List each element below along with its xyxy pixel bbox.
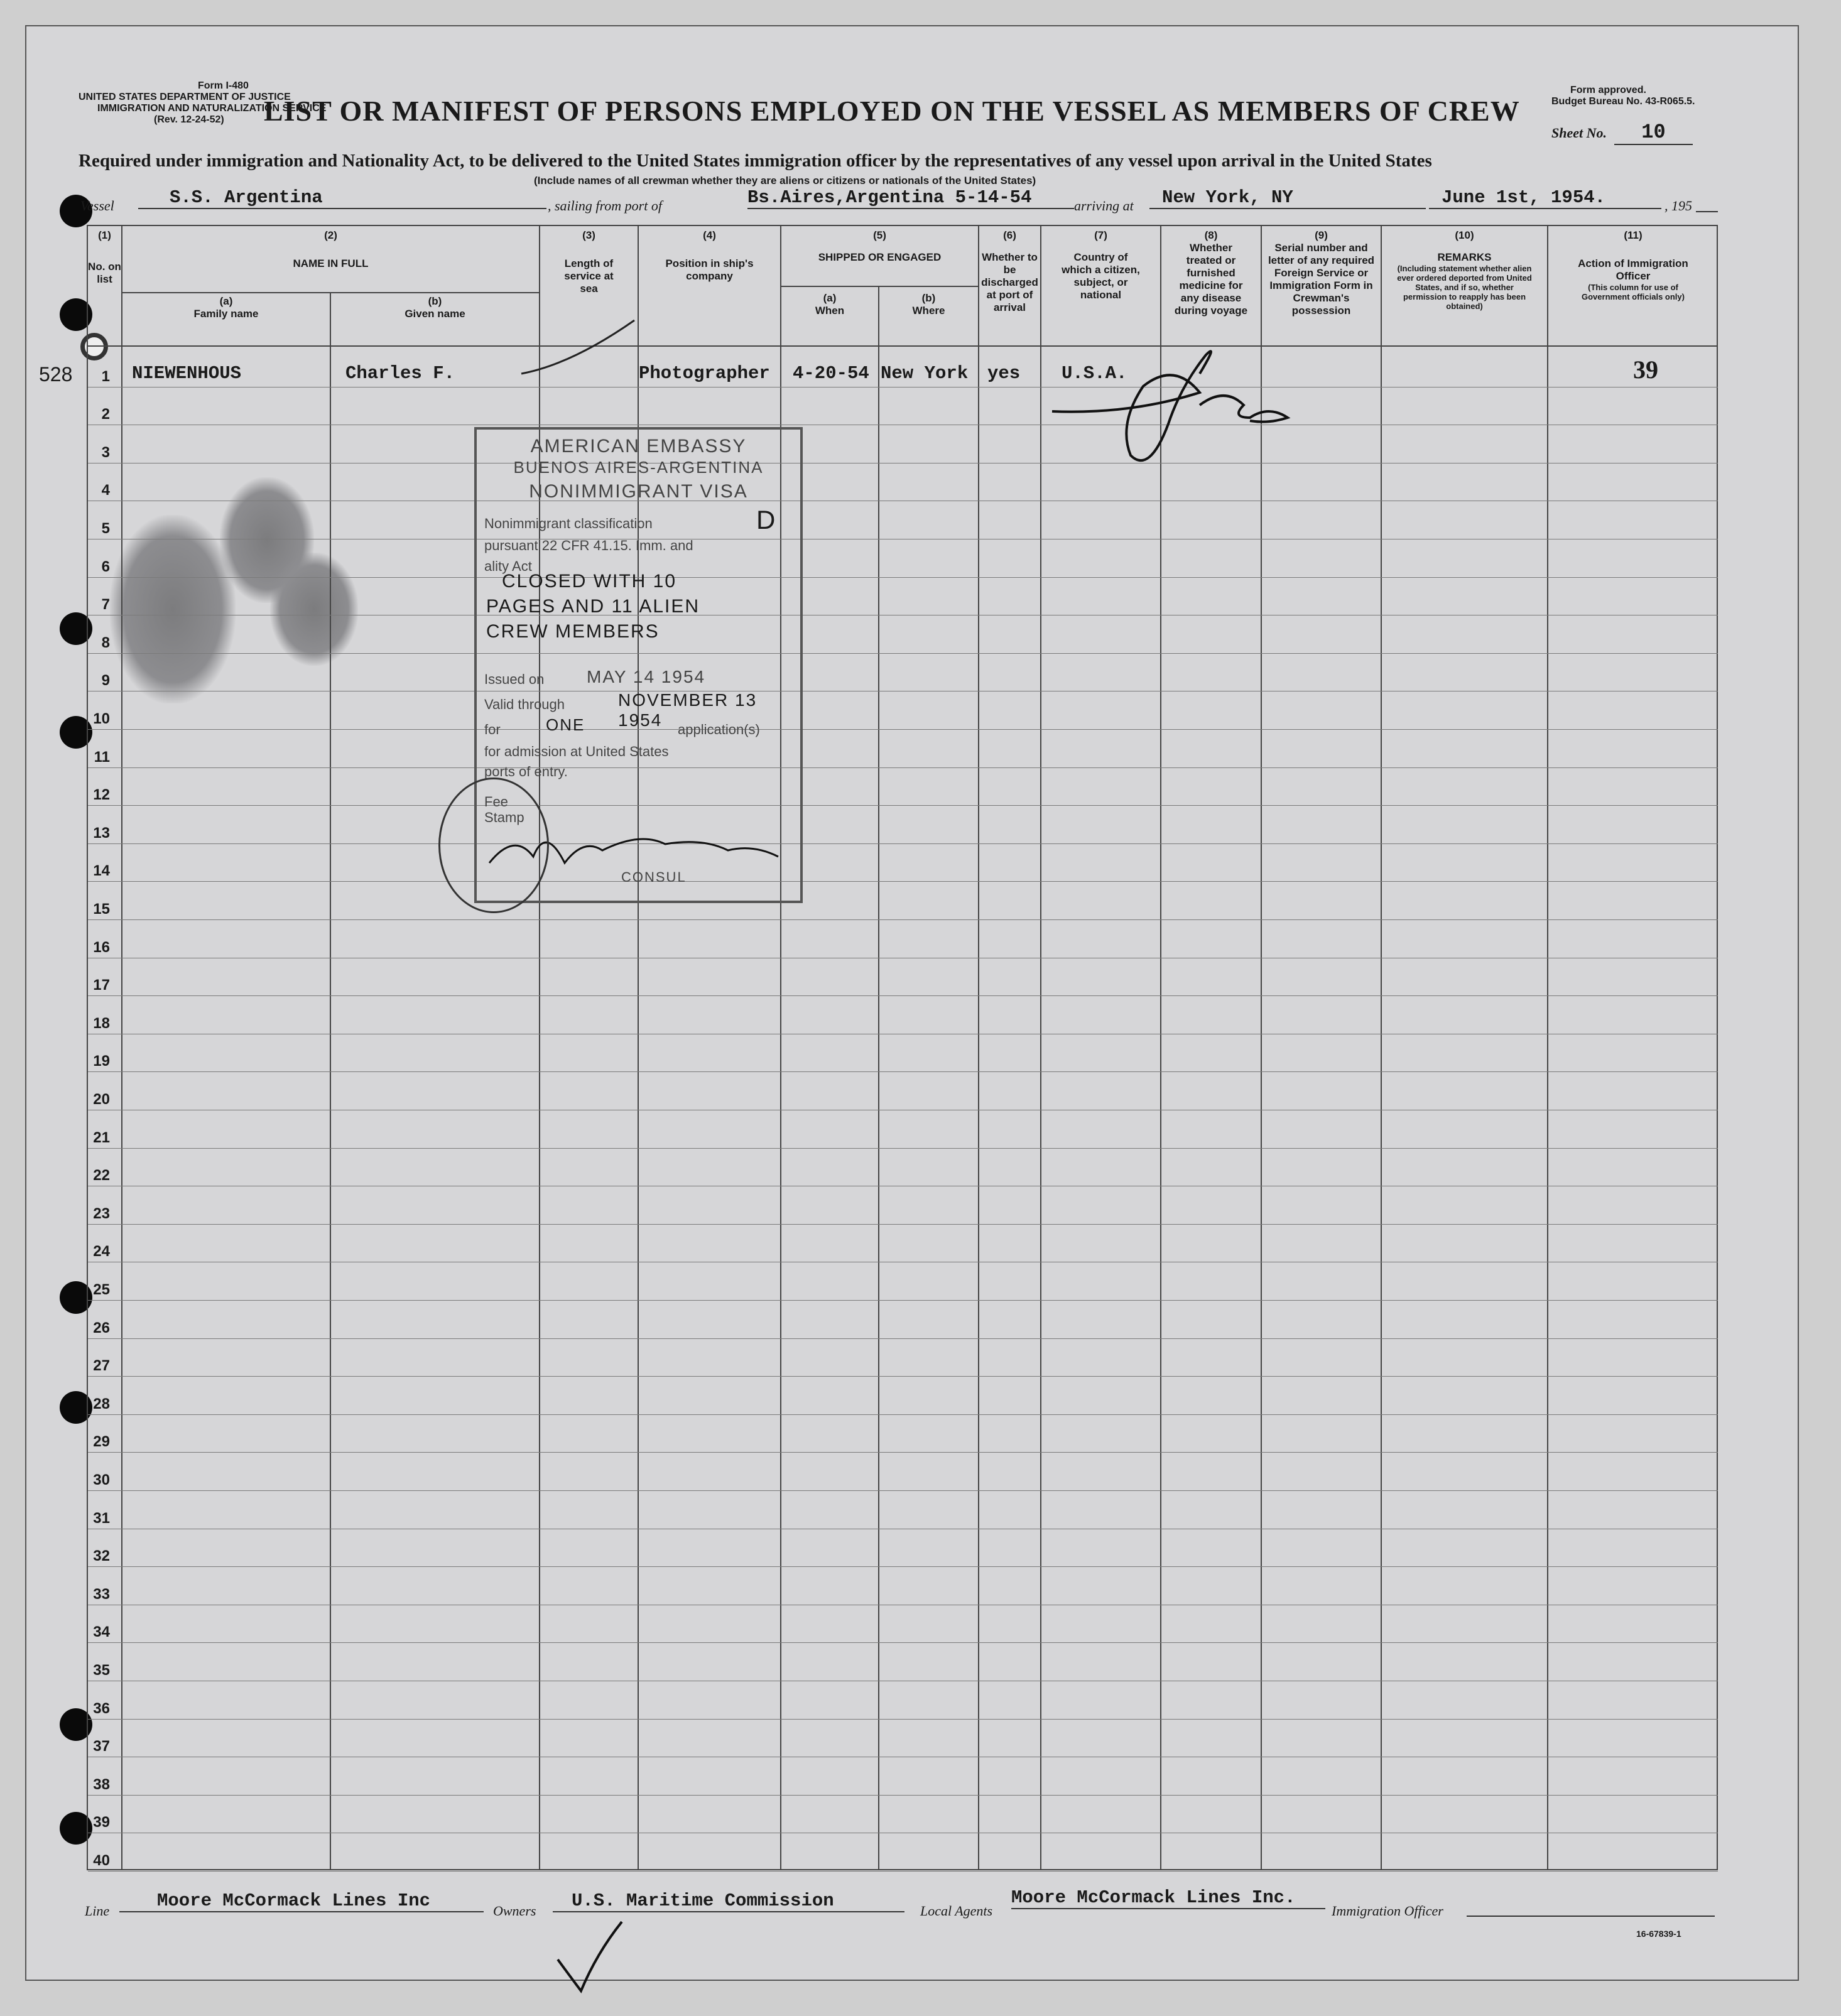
page-subtitle: Required under immigration and Nationality Act, to be delivered to the United States immigration officer by the representatives of any vessel upon arrival in the United States xyxy=(79,151,1432,171)
col6-header xyxy=(979,229,1040,314)
col2b-label: Given name xyxy=(405,308,465,320)
col3-num: (3) xyxy=(582,229,595,241)
stamp-line6: ality Act xyxy=(484,558,532,574)
row-rule xyxy=(88,1300,1718,1301)
col-divider xyxy=(121,225,122,1870)
entry-when: 4-20-54 xyxy=(793,363,869,384)
row-number: 9 xyxy=(101,672,110,689)
row-number: 33 xyxy=(93,1586,110,1603)
crew-table xyxy=(87,225,1718,1870)
vessel-label: Vessel xyxy=(80,198,114,214)
row-rule xyxy=(88,1490,1718,1491)
row-number: 22 xyxy=(93,1167,110,1184)
row-rule xyxy=(88,1414,1718,1415)
footer-owners: U.S. Maritime Commission xyxy=(553,1890,904,1912)
length-dash-stroke xyxy=(515,314,641,383)
vessel-name: S.S. Argentina xyxy=(138,187,546,209)
row-rule xyxy=(88,1338,1718,1339)
form-id-line2: UNITED STATES DEPARTMENT OF JUSTICE xyxy=(79,92,291,102)
col3-label: Length of service at sea xyxy=(564,257,614,295)
footer-officer-line xyxy=(1467,1890,1715,1917)
row-number: 28 xyxy=(93,1395,110,1412)
col10-header xyxy=(1382,229,1547,311)
stamp-valid-label: Valid through xyxy=(484,696,565,712)
row-number: 13 xyxy=(93,825,110,842)
stamp-admission1: for admission at United States xyxy=(484,744,669,759)
row-rule xyxy=(88,881,1718,882)
row-number: 12 xyxy=(93,786,110,803)
row-number: 35 xyxy=(93,1662,110,1679)
row-number: 14 xyxy=(93,862,110,879)
col1-num: (1) xyxy=(98,229,111,241)
year-line xyxy=(1696,187,1718,212)
approval-line1: Form approved. xyxy=(1570,85,1646,95)
stamp-line1: AMERICAN EMBASSY xyxy=(530,436,747,457)
header-bottom-rule xyxy=(87,345,1718,347)
footer-checkmark xyxy=(553,1916,628,1997)
stamp-issued-label: Issued on xyxy=(484,671,545,687)
row-number: 32 xyxy=(93,1547,110,1564)
entry-officer-number: 39 xyxy=(1633,355,1658,384)
row-number: 15 xyxy=(93,901,110,918)
row-number: 19 xyxy=(93,1053,110,1070)
row-rule xyxy=(88,1795,1718,1796)
row-number: 39 xyxy=(93,1814,110,1831)
row-number: 24 xyxy=(93,1243,110,1260)
col1-header xyxy=(88,229,121,286)
stamp-issued-date: MAY 14 1954 xyxy=(587,667,706,686)
stamp-line2: BUENOS AIRES-ARGENTINA xyxy=(513,458,764,477)
col2a-label: Family name xyxy=(193,308,259,320)
col5a-label: When xyxy=(815,305,845,317)
row-rule xyxy=(88,729,1718,730)
col9-header xyxy=(1262,229,1381,317)
row-number: 4 xyxy=(101,482,110,499)
row-number: 27 xyxy=(93,1357,110,1374)
stamp-admission2: ports of entry. xyxy=(484,764,568,779)
col2-header xyxy=(122,229,539,270)
footer-code: 16-67839-1 xyxy=(1636,1929,1681,1939)
row-rule xyxy=(88,577,1718,578)
col8-header xyxy=(1161,229,1261,317)
row-number: 37 xyxy=(93,1738,110,1755)
row-rule xyxy=(88,843,1718,844)
col8-label: Whether treated or furnished medicine for any disease during voyage xyxy=(1174,242,1248,317)
col2-num: (2) xyxy=(324,229,337,241)
row-rule xyxy=(88,1452,1718,1453)
col5b-num: (b) xyxy=(921,292,936,304)
col2b-num: (b) xyxy=(428,295,442,307)
col-divider xyxy=(978,225,979,1870)
stamp-valid-date: NOVEMBER 13 1954 xyxy=(618,690,758,730)
row-number: 10 xyxy=(93,710,110,727)
col9-num: (9) xyxy=(1315,229,1328,241)
form-id-line1: Form I-480 xyxy=(198,80,249,91)
col5-num: (5) xyxy=(873,229,886,241)
col7-header xyxy=(1041,229,1160,301)
row-number: 17 xyxy=(93,977,110,994)
entry-given-name: Charles F. xyxy=(345,363,455,384)
col6-num: (6) xyxy=(1003,229,1016,241)
col1-label: No. on list xyxy=(88,261,121,285)
entry-family-name: NIEWENHOUS xyxy=(132,363,242,384)
row-rule xyxy=(88,1642,1718,1643)
col2a-header xyxy=(122,295,330,320)
col11-num: (11) xyxy=(1624,229,1643,241)
signature-scrawl xyxy=(1043,336,1294,480)
row-number: 1 xyxy=(101,368,110,385)
approval-line2: Budget Bureau No. 43-R065.5. xyxy=(1551,96,1695,107)
sailing-label: , sailing from port of xyxy=(548,198,662,214)
year-suffix: , 195 xyxy=(1665,198,1692,214)
col4-num: (4) xyxy=(703,229,716,241)
footer-line: Moore McCormack Lines Inc xyxy=(119,1890,484,1912)
margin-number: 528 xyxy=(39,363,73,386)
row-number: 38 xyxy=(93,1776,110,1793)
row-number: 2 xyxy=(101,406,110,423)
col10-num: (10) xyxy=(1455,229,1474,241)
entry-discharged: yes xyxy=(987,363,1021,384)
stamp-fee: Fee xyxy=(484,794,508,810)
stamp-fee-stamp: Stamp xyxy=(484,810,524,825)
row-number: 26 xyxy=(93,1320,110,1336)
col5b-header xyxy=(879,292,978,317)
col-divider xyxy=(330,292,331,1870)
col4-header xyxy=(639,229,780,283)
form-id-line3: IMMIGRATION AND NATURALIZATION SERVICE xyxy=(97,103,327,114)
row-rule xyxy=(88,1719,1718,1720)
shipped-subheader-rule xyxy=(780,286,978,287)
row-number: 23 xyxy=(93,1205,110,1222)
footer-line-label: Line xyxy=(85,1903,110,1919)
col7-num: (7) xyxy=(1094,229,1107,241)
row-number: 21 xyxy=(93,1129,110,1146)
col9-label: Serial number and letter of any required Foreign Service or Immigration Form in Crewman's possession xyxy=(1268,242,1375,317)
row-number: 25 xyxy=(93,1281,110,1298)
footer-agents: Moore McCormack Lines Inc. xyxy=(1011,1887,1325,1909)
page-subnote: (Include names of all crewman whether they are aliens or citizens or nationals of the United States) xyxy=(534,175,1036,187)
stamp-line4-hand: D xyxy=(756,505,777,534)
name-subheader-rule xyxy=(121,292,539,293)
row-rule xyxy=(88,1871,1718,1872)
col10-note: (Including statement whether alien ever ordered deported from United States, and if so, whether permission to reapply has been obtained) xyxy=(1397,264,1532,311)
col11-header xyxy=(1548,229,1718,301)
row-number: 3 xyxy=(101,444,110,461)
row-number: 8 xyxy=(101,634,110,651)
row-number: 36 xyxy=(93,1700,110,1717)
row-rule xyxy=(88,653,1718,654)
row-number: 16 xyxy=(93,939,110,956)
row-number: 5 xyxy=(101,520,110,537)
col6-label: Whether to be discharged at port of arrival xyxy=(981,251,1038,313)
entry-where: New York xyxy=(881,363,969,384)
row-number: 6 xyxy=(101,558,110,575)
entry-position: Photographer xyxy=(639,363,770,384)
col11-note: (This column for use of Government officials only) xyxy=(1582,283,1685,301)
row-number: 18 xyxy=(93,1015,110,1032)
stamp-hand-line2: PAGES AND 11 ALIEN xyxy=(486,596,700,617)
col5a-num: (a) xyxy=(823,292,837,304)
stamp-line3: NONIMMIGRANT VISA xyxy=(529,481,748,502)
col5b-label: Where xyxy=(912,305,945,317)
col4-label: Position in ship's company xyxy=(665,257,754,282)
footer-owners-label: Owners xyxy=(493,1903,536,1919)
row-rule xyxy=(88,919,1718,920)
col-divider xyxy=(1547,225,1548,1870)
sheet-label: Sheet No. xyxy=(1551,125,1607,141)
col2-label: NAME IN FULL xyxy=(293,257,369,269)
stamp-hand-line3: CREW MEMBERS xyxy=(486,621,660,642)
row-number: 31 xyxy=(93,1510,110,1527)
sheet-number: 10 xyxy=(1614,121,1693,145)
row-number: 7 xyxy=(101,596,110,613)
page-title: LIST OR MANIFEST OF PERSONS EMPLOYED ON THE VESSEL AS MEMBERS OF CREW xyxy=(264,95,1520,127)
stamp-consul: CONSUL xyxy=(621,869,687,885)
col5a-header xyxy=(781,292,878,317)
footer-agents-label: Local Agents xyxy=(920,1903,993,1919)
form-id-line4: (Rev. 12-24-52) xyxy=(154,114,224,125)
row-number: 20 xyxy=(93,1091,110,1108)
stamp-hand-line1: CLOSED WITH 10 xyxy=(502,571,677,592)
stamp-for-value: ONE xyxy=(546,715,585,734)
row-rule xyxy=(88,1071,1718,1072)
col5-header xyxy=(781,229,978,264)
col8-num: (8) xyxy=(1204,229,1218,241)
row-number: 11 xyxy=(94,749,110,766)
col11-label: Action of Immigration Officer xyxy=(1578,257,1688,282)
row-rule xyxy=(88,1566,1718,1567)
row-number: 40 xyxy=(93,1852,110,1869)
col10-label: REMARKS xyxy=(1437,251,1492,263)
row-rule xyxy=(88,1224,1718,1225)
consular-seal xyxy=(438,778,549,913)
row-number: 34 xyxy=(93,1623,110,1640)
row-number: 29 xyxy=(93,1433,110,1450)
col-divider xyxy=(1040,225,1041,1870)
stamp-line5: pursuant 22 CFR 41.15. Imm. and xyxy=(484,538,693,553)
arriving-label: arriving at xyxy=(1074,198,1134,214)
col3-header xyxy=(540,229,638,295)
col5-label: SHIPPED OR ENGAGED xyxy=(818,251,942,263)
sailing-port: Bs.Aires,Argentina 5-14-54 xyxy=(747,187,1074,209)
arrival-date: June 1st, 1954. xyxy=(1429,187,1661,209)
col2b-header xyxy=(331,295,539,320)
row-rule xyxy=(88,805,1718,806)
stamp-application: application(s) xyxy=(678,722,760,737)
col7-label: Country of which a citizen, subject, or national xyxy=(1062,251,1140,301)
row-rule xyxy=(88,1376,1718,1377)
row-rule xyxy=(88,1148,1718,1149)
col2a-num: (a) xyxy=(219,295,233,307)
form-approval xyxy=(1551,85,1695,107)
sheet-number-block xyxy=(1551,121,1715,145)
stamp-line4: Nonimmigrant classification xyxy=(484,516,653,531)
col-divider xyxy=(1381,225,1382,1870)
col-divider xyxy=(878,286,879,1870)
entry-country: U.S.A. xyxy=(1062,363,1127,384)
stamp-for-label: for xyxy=(484,722,501,737)
arriving-port: New York, NY xyxy=(1149,187,1426,209)
footer-officer-label: Immigration Officer xyxy=(1332,1903,1443,1919)
row-rule xyxy=(88,995,1718,996)
row-rule xyxy=(88,767,1718,768)
row-number: 30 xyxy=(93,1471,110,1488)
